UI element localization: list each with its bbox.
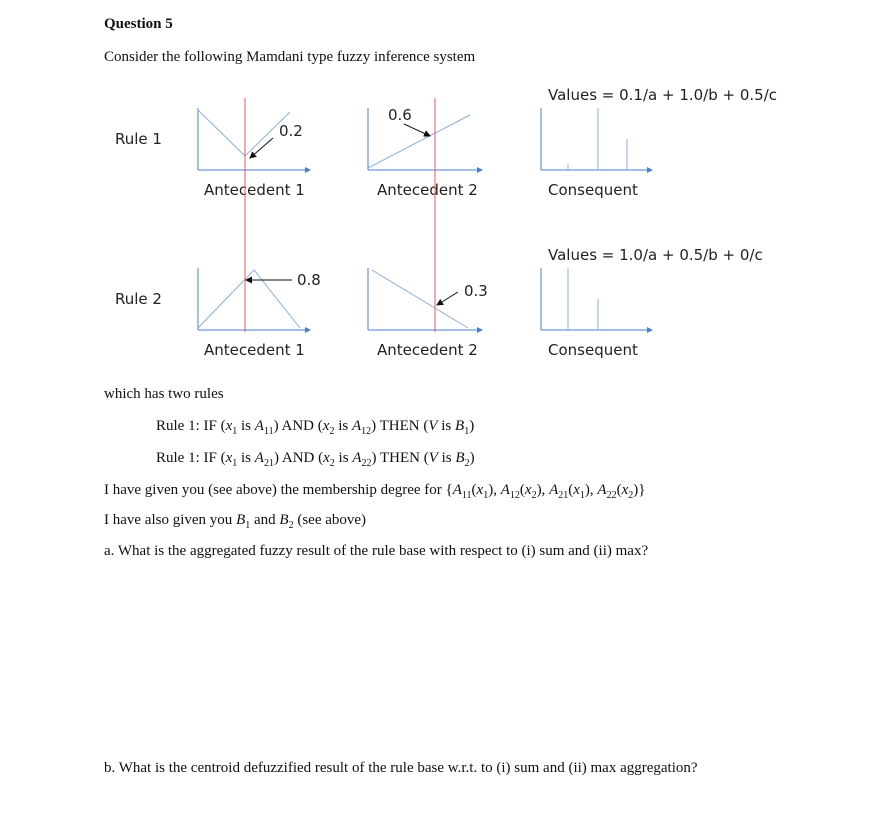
rule2-consequent-plot bbox=[541, 268, 652, 330]
rule2-ant1-plot bbox=[198, 268, 310, 330]
intro-text: Consider the following Mamdani type fuzzy inference system bbox=[104, 49, 476, 65]
rule1-ant1-degree: 0.2 bbox=[279, 122, 303, 140]
rule1-ant2-degree: 0.6 bbox=[388, 106, 412, 124]
rule2-label: Rule 2 bbox=[115, 290, 162, 308]
rule1-ant1-plot bbox=[198, 108, 310, 170]
rule1-ant2-label: Antecedent 2 bbox=[377, 181, 478, 199]
rule1-consequent-label: Consequent bbox=[548, 181, 638, 199]
rule1-prefix: Rule 1: IF bbox=[156, 418, 217, 434]
fuzzy-rules-figure bbox=[0, 0, 873, 400]
question-a: a. What is the aggregated fuzzy result of the rule base with respect to (i) sum and (ii) max? bbox=[104, 543, 649, 559]
rule2-ant1-degree: 0.8 bbox=[297, 271, 321, 289]
consequents-given-line: I have also given you $B_1$ and $B_2$ (see above) bbox=[104, 512, 367, 531]
two-rules-text: which has two rules bbox=[104, 386, 224, 402]
given-text: I have given you (see above) the membership degree for bbox=[104, 482, 442, 498]
rule2-consequent-values: Values = 1.0/a + 0.5/b + 0/c bbox=[548, 246, 763, 264]
membership-curve bbox=[368, 115, 470, 168]
rule1-ant2-plot bbox=[368, 108, 482, 170]
degree-pointer-arrow bbox=[404, 124, 430, 136]
rule2-ant1-label: Antecedent 1 bbox=[204, 341, 305, 359]
also-text: I have also given you bbox=[104, 512, 233, 528]
question-b: b. What is the centroid defuzzified result of the rule base w.r.t. to (i) sum and (ii) max aggregation? bbox=[104, 760, 698, 776]
rule1-consequent-plot bbox=[541, 108, 652, 170]
also-end-text: (see above) bbox=[297, 512, 367, 528]
rule2-ant2-label: Antecedent 2 bbox=[377, 341, 478, 359]
rule2-ant2-degree: 0.3 bbox=[464, 282, 488, 300]
rule1-label: Rule 1 bbox=[115, 130, 162, 148]
rule1-ant1-label: Antecedent 1 bbox=[204, 181, 305, 199]
membership-curve bbox=[372, 270, 468, 328]
degree-pointer-arrow bbox=[437, 292, 458, 305]
rule1-consequent-values: Values = 0.1/a + 1.0/b + 0.5/c bbox=[548, 86, 778, 104]
rule2-prefix: Rule 1: IF bbox=[156, 450, 217, 466]
rule2-ant2-plot bbox=[368, 268, 482, 330]
membership-given-line: I have given you (see above) the membership degree for {$A_{11}(x_1)$, $A_{12}(x_2)$, $A_{21}(x_1)$, $A_{22}(x_2)$} bbox=[104, 482, 646, 501]
question-title: Question 5 bbox=[104, 16, 173, 32]
membership-curve bbox=[198, 110, 290, 156]
rule2-consequent-label: Consequent bbox=[548, 341, 638, 359]
rule1-statement: Rule 1: IF ($x_1$ is $A_{11}$) AND ($x_2$ is $A_{12}$) THEN (V is $B_1$) bbox=[156, 418, 475, 437]
rule2-statement: Rule 1: IF ($x_1$ is $A_{21}$) AND ($x_2$ is $A_{22}$) THEN (V is $B_2$) bbox=[156, 450, 475, 469]
membership-curve bbox=[198, 270, 300, 328]
